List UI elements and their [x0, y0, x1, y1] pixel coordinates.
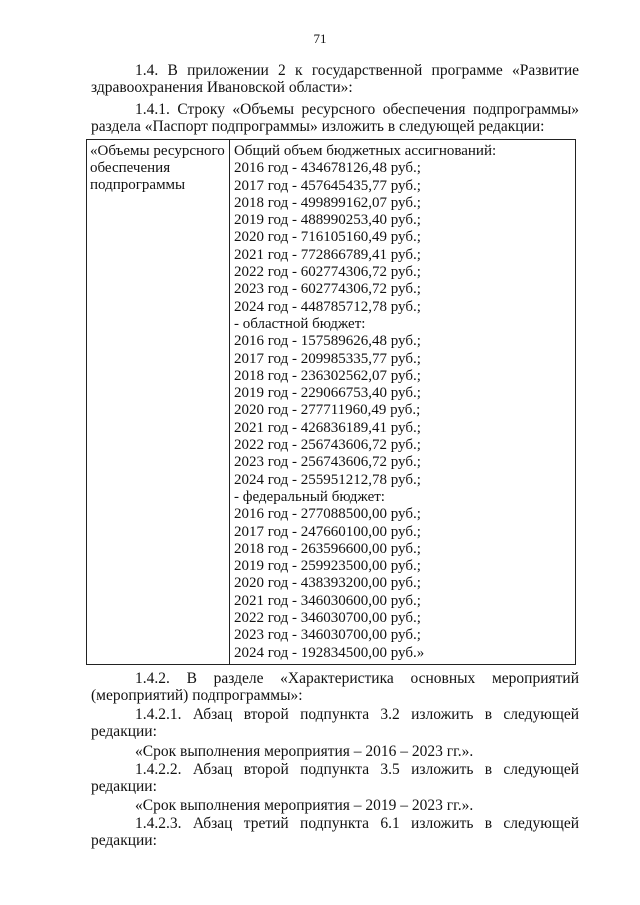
funding-line: 2023 год - 256743606,72 руб.;	[234, 454, 421, 471]
table-funding-lines	[230, 140, 575, 664]
funding-line: 2019 год - 259923500,00 руб.;	[234, 558, 421, 575]
funding-line: - областной бюджет:	[234, 315, 366, 332]
funding-line: 2024 год - 448785712,78 руб.;	[234, 298, 421, 315]
funding-line: 2019 год - 229066753,40 руб.;	[234, 385, 421, 402]
funding-line: 2024 год - 192834500,00 руб.»	[234, 644, 425, 661]
funding-table	[86, 139, 576, 665]
funding-line: 2016 год - 434678126,48 руб.;	[234, 160, 421, 177]
funding-line: 2017 год - 457645435,77 руб.;	[234, 177, 421, 194]
funding-line: 2018 год - 263596600,00 руб.;	[234, 540, 421, 557]
funding-line: 2019 год - 488990253,40 руб.;	[234, 212, 421, 229]
funding-line: 2017 год - 209985335,77 руб.;	[234, 350, 421, 367]
funding-line: 2021 год - 346030600,00 руб.;	[234, 592, 421, 609]
paragraph-1-4-1: 1.4.1. Строку «Объемы ресурсного обеспечения подпрограммы» раздела «Паспорт подпрограммы» изложить в следующей редакции:	[91, 101, 579, 135]
funding-line: 2017 год - 247660100,00 руб.;	[234, 523, 421, 540]
paragraph-1-4-2-line1: 1.4.2. В разделе «Характеристика основных мероприятий	[135, 670, 579, 687]
funding-line: - федеральный бюджет:	[234, 488, 385, 505]
paragraph-1-4-2-2: 1.4.2.2. Абзац второй подпункта 3.5 изложить в следующей редакции:	[91, 761, 579, 795]
paragraph-1-4-2-3: 1.4.2.3. Абзац третий подпункта 6.1 изложить в следующей редакции:	[91, 815, 579, 849]
funding-line: 2022 год - 256743606,72 руб.;	[234, 437, 421, 454]
paragraph-1-4-2-line2: (мероприятий) подпрограммы»:	[91, 687, 303, 704]
funding-line: 2020 год - 438393200,00 руб.;	[234, 575, 421, 592]
funding-line: 2023 год - 602774306,72 руб.;	[234, 281, 421, 298]
funding-line: 2020 год - 277711960,49 руб.;	[234, 402, 421, 419]
funding-line: Общий объем бюджетных ассигнований:	[234, 143, 497, 159]
funding-line: 2022 год - 602774306,72 руб.;	[234, 264, 421, 281]
funding-line: 2023 год - 346030700,00 руб.;	[234, 627, 421, 644]
funding-line: 2016 год - 277088500,00 руб.;	[234, 506, 421, 523]
funding-line: 2016 год - 157589626,48 руб.;	[234, 333, 421, 350]
funding-line: 2024 год - 255951212,78 руб.;	[234, 471, 421, 488]
quote-2: «Срок выполнения мероприятия – 2019 – 2023 гг.».	[135, 797, 474, 814]
funding-line: 2021 год - 772866789,41 руб.;	[234, 246, 421, 263]
table-left-label: «Объемы ресурсного обеспечения подпрограммы	[87, 140, 230, 664]
page-number: 71	[313, 31, 327, 46]
funding-line: 2020 год - 716105160,49 руб.;	[234, 229, 421, 246]
paragraph-1-4-2-1: 1.4.2.1. Абзац второй подпункта 3.2 изложить в следующей редакции:	[91, 706, 579, 740]
funding-line: 2018 год - 499899162,07 руб.;	[234, 194, 421, 211]
quote-1: «Срок выполнения мероприятия – 2016 – 2023 гг.».	[135, 743, 474, 760]
funding-line: 2022 год - 346030700,00 руб.;	[234, 610, 421, 627]
paragraph-1-4: 1.4. В приложении 2 к государственной программе «Развитие здравоохранения Ивановской области»:	[91, 62, 579, 96]
funding-line: 2018 год - 236302562,07 руб.;	[234, 367, 421, 384]
funding-line: 2021 год - 426836189,41 руб.;	[234, 419, 421, 436]
